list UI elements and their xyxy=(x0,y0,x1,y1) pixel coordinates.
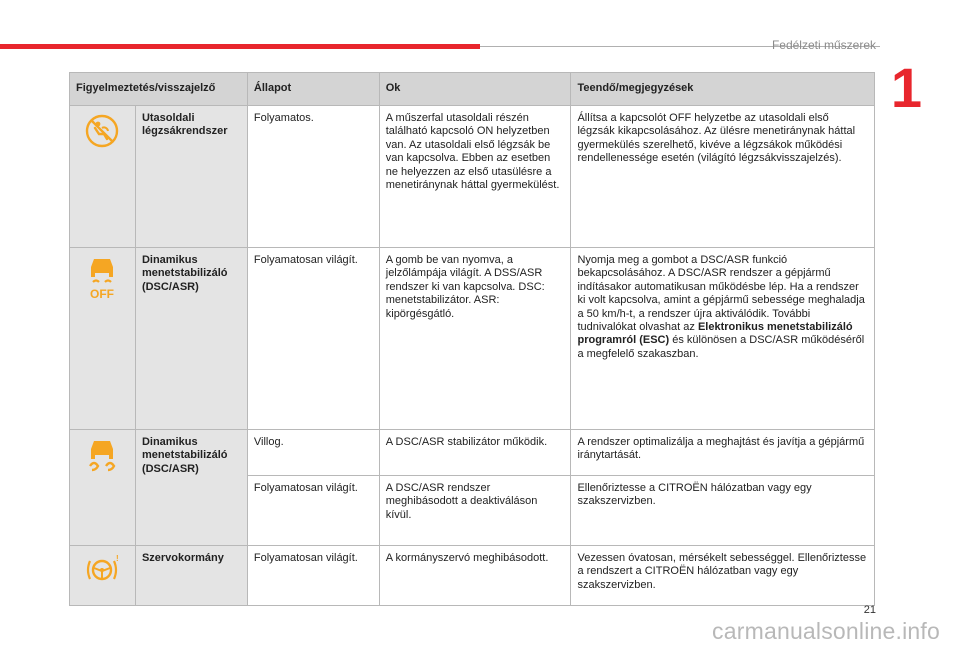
cause-cell: A DSC/ASR stabilizátor működik. xyxy=(379,430,571,476)
state-cell: Folyamatosan világít. xyxy=(247,248,379,430)
power-steering-icon xyxy=(85,554,119,590)
cause-cell: A gomb be van nyomva, a jelzőlámpája világít. A DSS/ASR rendszer ki van kapcsolva. DSC: menetstabilizátor. ASR: kipörgésgátló. xyxy=(379,248,571,430)
indicator-name: Dinamikus menetstabilizáló (DSC/ASR) xyxy=(135,430,247,546)
table-row xyxy=(70,106,875,248)
state-cell: Folyamatos. xyxy=(247,106,379,248)
action-text: Nyomja meg a gombot a DSC/ASR funkció bekapcsolásához. A DSC/ASR rendszer a gépjármű indításakor automatikusan működésbe lép. Ha a rendszer ki volt kapcsolva, amint a gépjármű sebessége meghaladja a 50 km/h-t, a rendszer újra aktiválódik. További tudnivalókat olvashat az xyxy=(577,254,865,334)
state-cell: Folyamatosan világít. xyxy=(247,476,379,546)
section-title: Fedélzeti műszerek xyxy=(771,38,876,52)
icon-cell xyxy=(70,248,136,430)
action-cell: Ellenőriztesse a CITROËN hálózatban vagy egy szakszervizben. xyxy=(571,476,875,546)
header-cause: Ok xyxy=(379,73,571,106)
icon-cell xyxy=(70,430,136,546)
indicator-name: Utasoldali légzsákrendszer xyxy=(135,106,247,248)
cause-cell: A DSC/ASR rendszer meghibásodott a deaktiváláson kívül. xyxy=(379,476,571,546)
header-state: Állapot xyxy=(247,73,379,106)
watermark: carmanualsonline.info xyxy=(712,618,940,644)
action-text-end: és különösen a DSC/ASR működéséről a megfelelő szakaszban. xyxy=(577,334,865,360)
indicator-name: Szervokormány xyxy=(135,546,247,606)
action-reference: Elektronikus menetstabilizáló programról (ESC) xyxy=(577,321,853,347)
header-action: Teendő/megjegyzések xyxy=(571,73,875,106)
airbag-off-icon xyxy=(85,114,119,152)
table-row xyxy=(70,430,875,476)
action-cell: Vezessen óvatosan, mérsékelt sebességgel. Ellenőriztesse a rendszert a CITROËN hálózatban vagy egy szakszervizben. xyxy=(571,546,875,606)
state-cell: Villog. xyxy=(247,430,379,476)
warning-lights-table xyxy=(69,72,875,606)
dsc-off-icon xyxy=(84,256,120,304)
indicator-name: Dinamikus menetstabilizáló (DSC/ASR) xyxy=(135,248,247,430)
svg-text:OFF: OFF xyxy=(90,287,115,300)
dsc-skid-icon xyxy=(84,438,120,478)
state-cell: Folyamatosan világít. xyxy=(247,546,379,606)
icon-cell xyxy=(70,106,136,248)
action-cell xyxy=(571,248,875,430)
header-accent-bar xyxy=(0,44,480,49)
action-cell: Állítsa a kapcsolót OFF helyzetbe az utasoldali első légzsák kikapcsolásához. Az ülésre menetiránynak háttal gyermekülés szerelhető, kivéve a légzsákok működési rendellenessége esetén (világító légzsákvisszajelzés). xyxy=(571,106,875,248)
svg-text:!: ! xyxy=(116,554,120,563)
action-cell: A rendszer optimalizálja a meghajtást és javítja a gépjármű iránytartását. xyxy=(571,430,875,476)
table-header-row xyxy=(70,73,875,106)
icon-cell xyxy=(70,546,136,606)
page-number: 21 xyxy=(863,604,876,616)
table-row xyxy=(70,248,875,430)
cause-cell: A műszerfal utasoldali részén található kapcsoló ON helyzetben van. Az utasoldali első légzsák be van kapcsolva. Ebben az esetben ne helyezzen az első utasülésre a menetiránynak háttal gyermekülést. xyxy=(379,106,571,248)
cause-cell: A kormányszervó meghibásodott. xyxy=(379,546,571,606)
header-indicator: Figyelmeztetés/visszajelző xyxy=(70,73,248,106)
table-row xyxy=(70,546,875,606)
chapter-number: 1 xyxy=(890,56,922,119)
